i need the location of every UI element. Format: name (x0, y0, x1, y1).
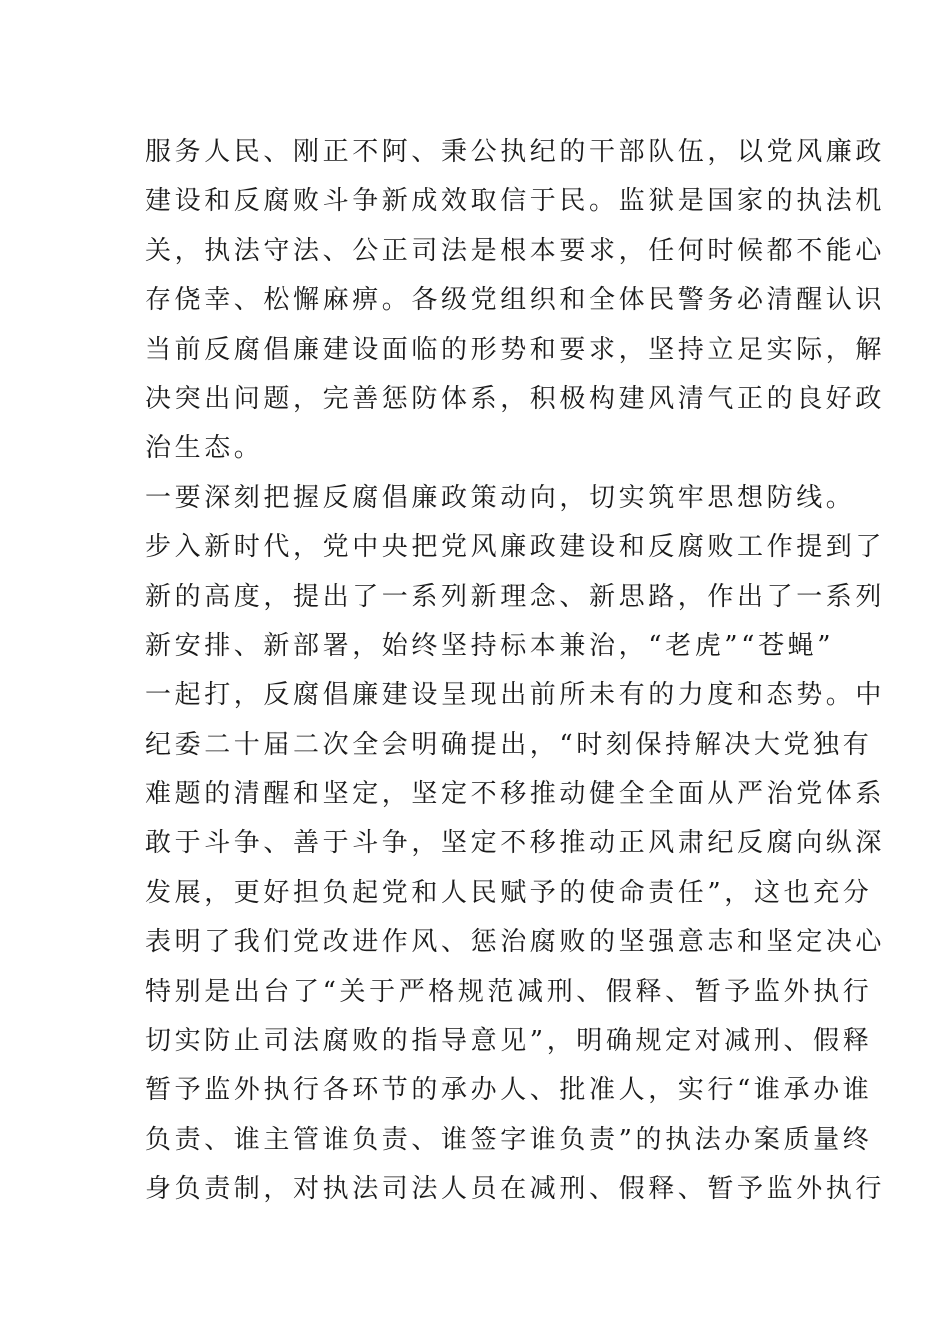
text-line: 步入新时代，党中央把党风廉政建设和反腐败工作提到了 (145, 532, 886, 563)
text-line: 建设和反腐败斗争新成效取信于民。监狱是国家的执法机 (145, 186, 886, 217)
text-line: 纪委二十届二次全会明确提出，“时刻保持解决大党独有 (145, 729, 873, 760)
text-line: 治生态。 (145, 433, 264, 464)
section-heading: 一要深刻把握反腐倡廉政策动向，切实筑牢思想防线。 (145, 482, 856, 513)
text-line: 切实防止司法腐败的指导意见”，明确规定对减刑、假释 (145, 1026, 873, 1057)
text-line: 身负责制，对执法司法人员在减刑、假释、暂予监外执行 (145, 1174, 886, 1205)
text-line: 敢于斗争、善于斗争，坚定不移推动正风肃纪反腐向纵深 (145, 828, 886, 859)
text-line: 负责、谁主管谁负责、谁签字谁负责”的执法办案质量终 (145, 1124, 873, 1155)
text-line: 一起打，反腐倡廉建设呈现出前所未有的力度和态势。中 (145, 680, 886, 711)
text-line: 新安排、新部署，始终坚持标本兼治，“老虎”“苍蝇” (145, 630, 835, 661)
text-line: 特别是出台了“关于严格规范减刑、假释、暂予监外执行 (145, 976, 873, 1007)
text-line: 表明了我们党改进作风、惩治腐败的坚强意志和坚定决心 (145, 927, 886, 958)
text-line: 发展，更好担负起党和人民赋予的使命责任”，这也充分 (145, 877, 873, 908)
text-line: 关，执法守法、公正司法是根本要求，任何时候都不能心 (145, 235, 886, 266)
text-line: 存侥幸、松懈麻痹。各级党组织和全体民警务必清醒认识 (145, 285, 886, 316)
text-line: 新的高度，提出了一系列新理念、新思路，作出了一系列 (145, 581, 886, 612)
text-line: 当前反腐倡廉建设面临的形势和要求，坚持立足实际，解 (145, 334, 886, 365)
text-line: 决突出问题，完善惩防体系，积极构建风清气正的良好政 (145, 383, 886, 414)
text-line: 服务人民、刚正不阿、秉公执纪的干部队伍，以党风廉政 (145, 137, 886, 167)
body-text (145, 128, 886, 1215)
text-line: 难题的清醒和坚定，坚定不移推动健全全面从严治党体系 (145, 779, 886, 810)
text-line: 暂予监外执行各环节的承办人、批准人，实行“谁承办谁 (145, 1075, 873, 1106)
